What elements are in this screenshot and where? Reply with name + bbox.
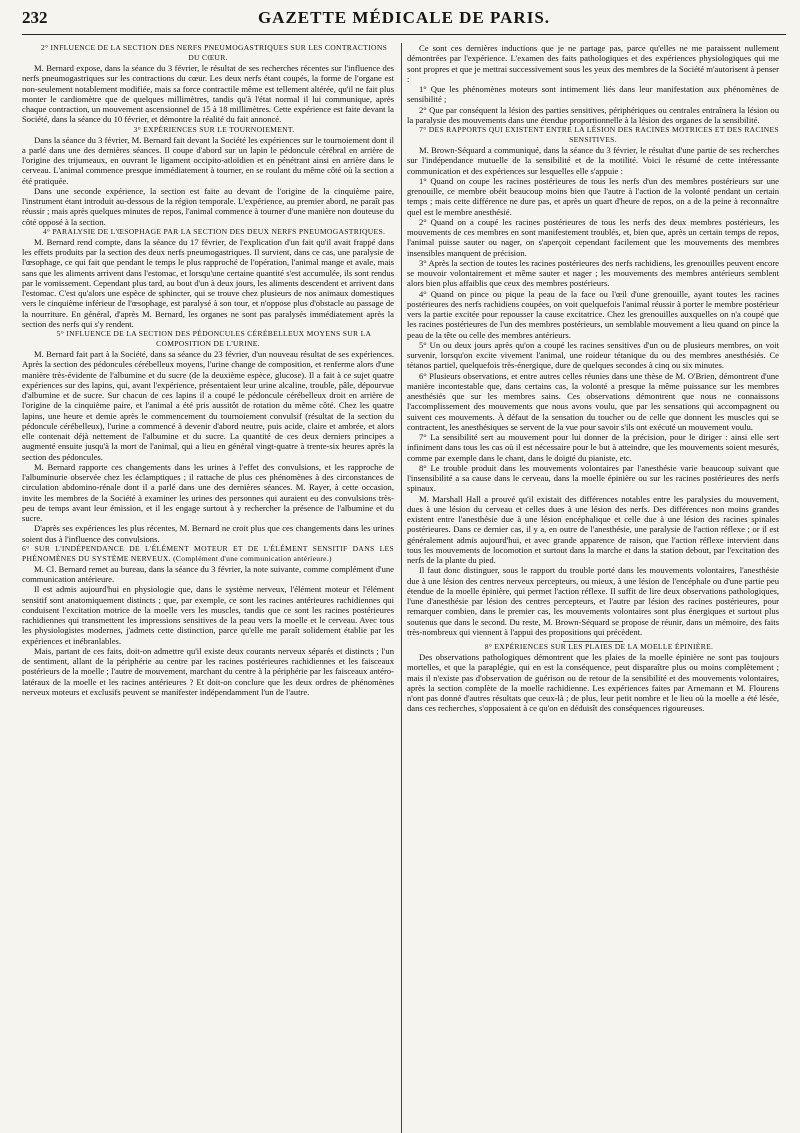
- section-title: 3° EXPÉRIENCES SUR LE TOURNOIEMENT.: [133, 124, 295, 134]
- section-title: 7° DES RAPPORTS QUI EXISTENT ENTRE LA LÉSION DES RACINES MOTRICES ET DES RACINES SENSITIVES.: [419, 125, 779, 144]
- paragraph: Il est admis aujourd'hui en physiologie que, dans le système nerveux, l'élément moteur et l'élément sensitif sont anatomiquement distincts ; que, par exemple, ce sont les racines antérieures rachidiennes qui conduisent l'excitation motrice de la moelle vers les muscles, tandis que ce sont les racines postérieures rachidiennes qui transmettent les impressions sensitives de la peau vers la moelle et le cerveau. Avec tous les physiologistes modernes, j'admets cette distinction, parce qu'elle me paraît solidement établie par les expériences et inébranlables.: [22, 584, 394, 646]
- paragraph: Dans la séance du 3 février, M. Bernard fait devant la Société les expériences sur le tournoiement dont il a parlé dans une des dernières séances. Il coupe d'abord sur un lapin le pédoncule cérébral en arrière de l'origine des trijumeaux, en ouvrant le ligament occipito-atloïdien et en pénétrant ainsi en arrière dans le cerveau. L'animal commence presque immédiatement à tourner, en se roulant du même côté où la section a été pratiquée.: [22, 134, 394, 186]
- paragraph: 8° Le trouble produit dans les mouvements volontaires par l'anesthésie varie beaucoup suivant que l'insensibilité a sa cause dans le cerveau, dans la moelle épinière ou sur les racines postérieures des nerfs spinaux.: [407, 462, 779, 494]
- paragraph: 6° Plusieurs observations, et entre autres celles réunies dans une thèse de M. O'Brien, démontrent d'une manière incontestable que, dans certains cas, la volonté a presque la même puissance sur les membres anesthésiés que sur les membres sains. Ces observations démontrent que nous ne connaissons l'accomplissement des mouvements que nous avons voulu, que par les sensations qui accompagnent ou suivent ces mouvements. À défaut de la sensation du toucher ou de celle que donnent les muscles qui se contractent, les anesthésiques se servent de la vue pour savoir s'ils ont exécuté un mouvement voulu.: [407, 370, 779, 432]
- paragraph: 2° Que par conséquent la lésion des parties sensitives, périphériques ou centrales entraînera la lésion ou la paralysie des mouvements dans une étendue proportionnelle à la lésion des organes de la sensibilité.: [407, 104, 779, 125]
- right-column: [407, 43, 779, 714]
- paragraph: M. Cl. Bernard remet au bureau, dans la séance du 3 février, la note suivante, comme complément d'une communication antérieure.: [22, 563, 394, 584]
- page-number: 232: [22, 8, 48, 27]
- paragraph: M. Bernard rend compte, dans la séance du 17 février, de l'explication d'un fait qu'il avait frappé dans les effets produits par la section des deux nerfs pneumogastriques. Il survient, dans ce cas, une paralysie de l'œsophage, ce qui fait que pendant le temps le plus rapproché de l'opération, l'animal mange et avale, mais sans que les aliments arrivent dans l'estomac, et lorsqu'une certaine quantité s'est accumulée, ils sont rendus par le vomissement. Cependant plus tard, au bout d'un à deux jours, les aliments descendent et arrivent dans l'estomac. C'est qu'alors une espèce de sphincter, qui se trouve chez plusieurs de nos animaux domestiques vers le cinquième inférieur de l'œsophage, est paralysé à son tour, et n'oppose plus d'obstacle au passage de la nourriture. En général, d'après M. Bernard, les organes ne sont pas paralysés immédiatement après la section des nerfs qui s'y rendent.: [22, 236, 394, 329]
- paragraph: Ce sont ces dernières inductions que je ne partage pas, parce qu'elles ne me paraissent nullement démontrées par l'expérience. L'examen des faits pathologiques et des expériences physiologiques qui me sont propres et que je mettrai successivement sous les yeux des membres de la Société m'autorisent à penser :: [407, 43, 779, 84]
- paragraph: 5° Un ou deux jours après qu'on a coupé les racines sensitives d'un ou de plusieurs membres, on voit survenir, lorsqu'on excite vivement l'animal, une roideur tétanique du ou des membres anesthésiés. Ce tétanos partiel, quelquefois très-énergique, dure de quelques secondes à cinq ou six minutes.: [407, 339, 779, 371]
- section-title: 5° INFLUENCE DE LA SECTION DES PÉDONCULES CÉRÉBELLEUX MOYENS SUR LA COMPOSITION DE L'URINE.: [56, 329, 372, 348]
- section-title: 8° EXPÉRIENCES SUR LES PLAIES DE LA MOELLE ÉPINIÈRE.: [484, 642, 714, 651]
- paragraph: 3° Après la section de toutes les racines postérieures des nerfs rachidiens, les grenouilles peuvent encore se mouvoir volontairement et même sauter et nager ; les mouvements des membres antérieurs semblent alors bien plus affaiblis que ceux des membres postérieurs.: [407, 257, 779, 289]
- running-title: GAZETTE MÉDICALE DE PARIS.: [257, 8, 551, 27]
- paragraph: 1° Que les phénomènes moteurs sont intimement liés dans leur manifestation aux phénomènes de sensibilité ;: [407, 84, 779, 105]
- paragraph: M. Marshall Hall a prouvé qu'il existait des différences notables entre les paralysies du mouvement, dues à une lésion du cerveau et celles dues à une lésion des nerfs. Des différences non moins grandes existent entre l'anesthésie due à une lésion encéphalique et celle due à une lésion des racines spinales postérieures. Dans ce dernier cas, il y a, en outre de l'anesthésie, une paralysie de l'action réflexe ; or il est généralement admis aujourd'hui, et avec grande apparence de raison, que l'action réflexe intervient dans tous les mouvements de locomotion et surtout dans la marche et dans la station debout, par l'excitation des nerfs de la plante du pied.: [407, 493, 779, 565]
- paragraph: M. Bernard rapporte ces changements dans les urines à l'effet des convulsions, et les rapproche de l'albuminurie observée chez les éclamptiques ; il rattache de plus ces phénomènes à des circonstances de circulation abdomino-rénale dont il a parlé dans une des dernières séances. M. Rayer, à cette occasion, invite les membres de la Société à examiner les urines des personnes qui auraient eu des convulsions très-peu de temps avant leur émission, et il les engage surtout à y rechercher la présence de l'albumine et du sucre.: [22, 461, 394, 523]
- paragraph: Il faut donc distinguer, sous le rapport du trouble porté dans les mouvements volontaires, l'anesthésie due à une lésion des centres nerveux percepteurs, ou mieux, à une lésion de l'encéphale ou d'une partie peu étendue de la moelle épinière, qui permet l'action réflexe. Il suffit de lire deux observations pathologiques, l'une d'anesthésie par lésion des centres percepteurs, et l'autre par lésion des racines postérieures, pour remarquer combien, dans le premier cas, les mouvements volontaires sont plus énergiques et surtout plus soutenus que dans le second. Du reste, M. Brown-Séquard se propose de réunir, dans un mémoire, des faits très-nombreux qui viennent à l'appui des propositions qui précèdent.: [407, 565, 779, 637]
- section-title: 4° PARALYSIE DE L'ŒSOPHAGE PAR LA SECTION DES DEUX NERFS PNEUMOGASTRIQUES.: [42, 226, 386, 236]
- section-title: 2° INFLUENCE DE LA SECTION DES NERFS PNEUMOGASTRIQUES SUR LES CONTRACTIONS DU CŒUR.: [40, 43, 388, 62]
- paragraph: 2° Quand on a coupé les racines postérieures de tous les nerfs des deux membres postérieurs, les mouvements de ces membres en sont manifestement troublés, et, bien que, après un certain temps de repos, l'animal puisse sauter ou nager, on s'aperçoit cependant facilement que les mouvements des membres insensibles manquent de précision.: [407, 216, 779, 258]
- paragraph: Des observations pathologiques démontrent que les plaies de la moelle épinière ne sont pas toujours mortelles, et que la paraplégie, qui en est la conséquence, peut disparaître plus ou moins complètement ; mais il n'existe pas d'observation de guérison ou de retour de la sensibilité et des mouvements volontaires, après la section complète de la moelle rachidienne. Les expériences faites par Arnemann et M. Flourens n'ont pas donné d'autres résultats que ceux-là ; de plus, leur petit nombre et le lieu où la moelle a été lésée, dans ces recherches, s'opposaient à ce qu'on en déduisît des conséquences rigoureuses.: [407, 652, 779, 714]
- section-title: 6° SUR L'INDÉPENDANCE DE L'ÉLÉMENT MOTEUR ET DE L'ÉLÉMENT SENSITIF DANS LES PHÉNOMÈNES DU SYSTÈME NERVEUX. (Complément d'une communication antérieure.): [22, 543, 394, 563]
- paragraph: M. Brown-Séquard a communiqué, dans la séance du 3 février, le résultat d'une partie de ses recherches sur l'indépendance mutuelle de la sensibilité et de la motilité. Voici le résumé de cette intéressante communication et des expériences sur lesquelles elle s'appuie :: [407, 145, 779, 176]
- page-header: [22, 8, 786, 35]
- paragraph: 1° Quand on coupe les racines postérieures de tous les nerfs d'un des membres postérieurs sur une grenouille, ce membre obéit beaucoup moins bien que l'autre à l'action de la volonté pendant un certain temps ; mais cette différence ne dure pas, et après un quart d'heure de repos, on a de la peine à reconnaître quel est le membre anesthésié.: [407, 175, 779, 217]
- paragraph: 7° La sensibilité sert au mouvement pour lui donner de la précision, pour le diriger : ainsi elle sert infiniment dans tous les cas où il est nécessaire pour le but à atteindre, que les mouvements soient mesurés, comme par exemple dans le chant, dans le doigté du pianiste, etc.: [407, 432, 779, 463]
- columns: [22, 43, 786, 714]
- left-column: [22, 43, 394, 714]
- paragraph: Mais, partant de ces faits, doit-on admettre qu'il existe deux courants nerveux séparés et distincts ; l'un de sentiment, allant de la périphérie au centre par les racines postérieures rachidiennes et les faisceaux postérieurs de la moelle ; l'autre de mouvement, marchant du centre à la périphérie par les faisceaux antéro-latéraux de la moelle et les racines antérieures ? Et doit-on conclure que les deux ordres de phénomènes nerveux moteurs et exclusifs peuvent se manifester indépendamment l'un de l'autre.: [22, 645, 394, 697]
- paragraph: 4° Quand on pince ou pique la peau de la face ou l'œil d'une grenouille, ayant toutes les racines postérieures des nerfs rachidiens coupées, on voit quelquefois l'animal réussir à porter le membre postérieur vers la partie excitée pour repousser la cause excitatrice. Chez les grenouilles auxquelles on n'a coupé que les racines postérieures de l'un des membres postérieurs, un semblable mouvement a lieu quand on pince la peau de la tête ou celle des membres antérieurs.: [407, 288, 779, 340]
- paragraph: M. Bernard expose, dans la séance du 3 février, le résultat de ses recherches récentes sur l'influence des nerfs pneumogastriques sur les contractions du cœur. Les deux nerfs étant coupés, la forme de l'organe est non-seulement notablement modifiée, mais sa force contractile même est tellement altérée, qu'il ne fait plus monter le cardiomètre que de quelques millimètres, tandis qu'à l'état normal il lui communique, après chaque contraction, un mouvement ascensionnel de 15 à 18 millimètres. Cette expérience est faite devant la Société, dans la séance du 10 février, et démontre la réalité du fait annoncé.: [22, 63, 394, 125]
- paragraph: D'après ses expériences les plus récentes, M. Bernard ne croit plus que ces changements dans les urines soient dus à l'influence des convulsions.: [22, 523, 394, 544]
- column-rule: [401, 43, 402, 1133]
- paragraph: M. Bernard fait part à la Société, dans sa séance du 23 février, d'un nouveau résultat de ses expériences. Après la section des pédoncules cérébelleux moyens, l'urine change de composition, et renferme alors d'une manière très-évidente de l'albumine et du sucre (de la deuxième espèce, glucose). Il a fait à ce sujet quatre expériences sur des lapins, qui, avant l'expérience, présentaient leur urine alcaline, trouble, pâle, dépourvue d'albumine et de sucre. Sur chacun de ces lapins il a coupé le pédoncule cérébelleux droit en arrière de l'origine de la cinquième paire, et l'animal a été pris aussitôt de rotation du même côté. Chez les quatre lapins, une heure et demie après le commencement du tournoiement convulsif (résultat de la section du pédoncule cérébelleux), l'urine a commencé à devenir d'abord neutre, puis acide, claire et ambrée, et alors elle contenait déjà nettement de l'albumine et du sucre. La quantité de ces deux derniers principes a augmenté ensuite jusqu'à la mort de l'animal, qui a lieu en général vingt-quatre à trente-six heures après la section des pédoncules.: [22, 349, 394, 462]
- paragraph: Dans une seconde expérience, la section est faite au devant de l'origine de la cinquième paire, l'instrument étant introduit au-dessous de la région temporale. L'expérience, au premier abord, ne paraît pas réussir ; mais après quelques minutes de repos, l'animal commence à tourner d'une manière non douteuse du côté opposé à la section.: [22, 185, 394, 227]
